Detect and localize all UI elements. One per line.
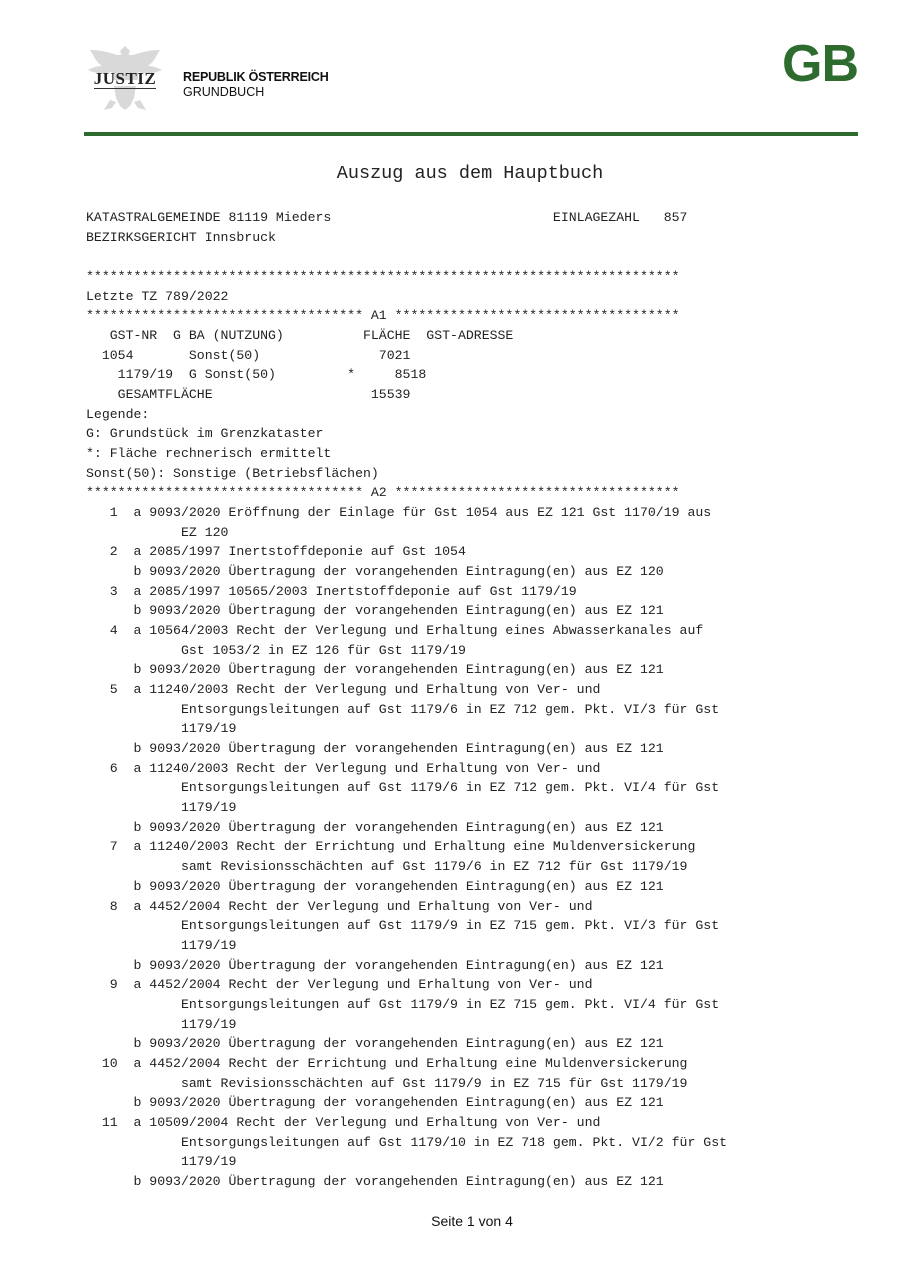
republik-label: REPUBLIK ÖSTERREICH [183, 70, 329, 84]
gb-mark: GB [782, 35, 858, 93]
document-line: b 9093/2020 Übertragung der vorangehenden Eintragung(en) aus EZ 121 [86, 1036, 664, 1052]
document-line: 4 a 10564/2003 Recht der Verlegung und Erhaltung eines Abwasserkanales auf [86, 623, 704, 639]
justiz-logo [84, 40, 166, 114]
document-line: *********************************** A2 ************************************ [86, 485, 680, 501]
document-line: 3 a 2085/1997 10565/2003 Inertstoffdeponie auf Gst 1179/19 [86, 583, 577, 599]
document-line: 1179/19 [86, 1154, 237, 1170]
header-divider [84, 132, 858, 136]
document-line: *************************************************************************** [86, 269, 680, 284]
document-line: 1179/19 [86, 800, 237, 816]
document-line: G: Grundstück im Grenzkataster [86, 426, 324, 442]
document-line: Entsorgungsleitungen auf Gst 1179/10 in EZ 718 gem. Pkt. VI/2 für Gst [86, 1134, 728, 1150]
document-line: 8 a 4452/2004 Recht der Verlegung und Erhaltung von Ver- und [86, 898, 593, 914]
document-line: Entsorgungsleitungen auf Gst 1179/9 in EZ 715 gem. Pkt. VI/3 für Gst [86, 918, 720, 934]
document-line: 1 a 9093/2020 Eröffnung der Einlage für Gst 1054 aus EZ 121 Gst 1170/19 aus [86, 505, 712, 521]
document-line: samt Revisionsschächten auf Gst 1179/6 in EZ 712 für Gst 1179/19 [86, 859, 688, 875]
document-line: GESAMTFLÄCHE 15539 [86, 387, 411, 402]
document-line: b 9093/2020 Übertragung der vorangehenden Eintragung(en) aus EZ 121 [86, 819, 664, 835]
eagle-emblem-icon [84, 40, 166, 114]
document-line: 1054 Sonst(50) 7021 [86, 347, 411, 363]
document-line: 1179/19 [86, 721, 237, 737]
document-line: 6 a 11240/2003 Recht der Verlegung und Erhaltung von Ver- und [86, 760, 601, 776]
document-line: GST-NR G BA (NUTZUNG) FLÄCHE GST-ADRESSE [86, 328, 514, 343]
document-line: 9 a 4452/2004 Recht der Verlegung und Erhaltung von Ver- und [86, 977, 593, 993]
page-number: Seite 1 von 4 [431, 1213, 513, 1229]
document-line: samt Revisionsschächten auf Gst 1179/9 in EZ 715 für Gst 1179/19 [86, 1075, 688, 1091]
document-line: b 9093/2020 Übertragung der vorangehenden Eintragung(en) aus EZ 121 [86, 662, 664, 678]
svg-text:JUSTIZ: JUSTIZ [93, 69, 157, 88]
document-line: 5 a 11240/2003 Recht der Verlegung und Erhaltung von Ver- und [86, 682, 601, 698]
document-line: *: Fläche rechnerisch ermittelt [86, 446, 332, 461]
document-line: b 9093/2020 Übertragung der vorangehenden Eintragung(en) aus EZ 121 [86, 1173, 664, 1189]
document-line: Legende: [86, 406, 150, 422]
document-line: 1179/19 [86, 937, 237, 953]
document-line: KATASTRALGEMEINDE 81119 Mieders EINLAGEZAHL 857 [86, 210, 688, 225]
document-line: Entsorgungsleitungen auf Gst 1179/9 in EZ 715 gem. Pkt. VI/4 für Gst [86, 996, 720, 1012]
document-line: Letzte TZ 789/2022 [86, 288, 229, 304]
document-line: 1179/19 [86, 1016, 237, 1032]
document-line: b 9093/2020 Übertragung der vorangehenden Eintragung(en) aus EZ 120 [86, 564, 664, 580]
document-line: b 9093/2020 Übertragung der vorangehenden Eintragung(en) aus EZ 121 [86, 957, 664, 973]
document-line: 11 a 10509/2004 Recht der Verlegung und Erhaltung von Ver- und [86, 1114, 601, 1130]
document-line: *********************************** A1 ************************************ [86, 308, 680, 324]
document-line: 10 a 4452/2004 Recht der Errichtung und Erhaltung eine Muldenversickerung [86, 1055, 688, 1071]
document-line: 2 a 2085/1997 Inertstoffdeponie auf Gst 1054 [86, 544, 466, 560]
document-line: EZ 120 [86, 524, 229, 540]
document-line: Sonst(50): Sonstige (Betriebsflächen) [86, 465, 379, 481]
document-line: b 9093/2020 Übertragung der vorangehenden Eintragung(en) aus EZ 121 [86, 603, 664, 619]
document-line: BEZIRKSGERICHT Innsbruck [86, 229, 276, 245]
document-line: b 9093/2020 Übertragung der vorangehenden Eintragung(en) aus EZ 121 [86, 741, 664, 757]
grundbuch-label: GRUNDBUCH [183, 85, 265, 99]
document-title: Auszug aus dem Hauptbuch [336, 163, 604, 184]
document-line: 1179/19 G Sonst(50) * 8518 [86, 367, 427, 383]
document-line: b 9093/2020 Übertragung der vorangehenden Eintragung(en) aus EZ 121 [86, 1095, 664, 1111]
document-line: 7 a 11240/2003 Recht der Errichtung und Erhaltung eine Muldenversickerung [86, 839, 696, 855]
document-line: Gst 1053/2 in EZ 126 für Gst 1179/19 [86, 642, 466, 658]
document-line: Entsorgungsleitungen auf Gst 1179/6 in EZ 712 gem. Pkt. VI/3 für Gst [86, 701, 720, 717]
document-line: Entsorgungsleitungen auf Gst 1179/6 in EZ 712 gem. Pkt. VI/4 für Gst [86, 780, 720, 796]
document-line: b 9093/2020 Übertragung der vorangehenden Eintragung(en) aus EZ 121 [86, 878, 664, 894]
